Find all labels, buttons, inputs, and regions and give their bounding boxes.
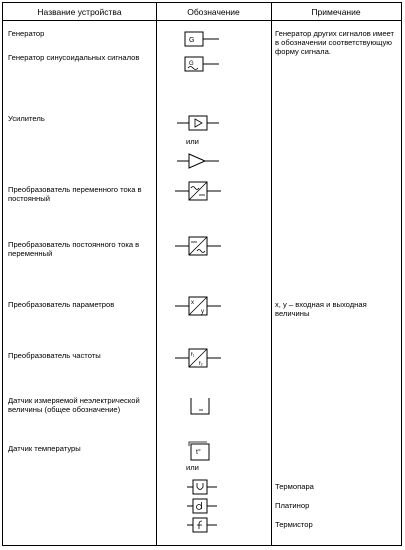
header-note: Примечание [311, 7, 361, 17]
sine-generator-icon [173, 55, 223, 75]
frequency-converter-icon [173, 347, 223, 371]
temperature-sensor-icon [173, 441, 223, 463]
column-divider [271, 3, 272, 545]
row-name-freq-converter: Преобразователь частоты [8, 351, 101, 360]
row-name-ac-dc: Преобразователь переменного тока в постоянный [8, 185, 142, 203]
temp-sensor-symbol-text: t° [196, 449, 201, 456]
ac-dc-converter-icon [173, 180, 223, 204]
or-label-amplifier: или [186, 137, 199, 146]
thermocouple-icon [173, 478, 223, 498]
amplifier-triangle-icon [173, 152, 223, 172]
note-params: x, y – входная и выходная величины [275, 300, 367, 318]
param-output-label: y [201, 309, 204, 315]
parameter-converter-icon [173, 295, 223, 319]
note-generator: Генератор других сигналов имеет в обозначении соответствующую форму сигнала. [275, 29, 395, 56]
freq-output-label: f₂ [199, 361, 203, 367]
or-label-temp: или [186, 463, 199, 472]
note-thermocouple: Термопара [275, 482, 314, 491]
row-name-param-converter: Преобразователь параметров [8, 300, 115, 309]
thermistor-icon [173, 516, 223, 536]
amplifier-box-icon [173, 114, 223, 134]
generator-symbol-text: G [189, 37, 195, 44]
header-divider [3, 20, 401, 21]
header-device-name: Название устройства [37, 7, 122, 17]
row-name-dc-ac: Преобразователь постоянного тока в переменный [8, 240, 140, 258]
generator-icon [173, 30, 223, 50]
note-platinum: Платинор [275, 501, 310, 510]
param-input-label: x [191, 300, 194, 306]
note-thermistor: Термистор [275, 520, 313, 529]
row-name-sine-generator: Генератор синусоидальных сигналов [8, 53, 140, 62]
platinum-sensor-icon [173, 497, 223, 517]
row-name-generator: Генератор [8, 29, 45, 38]
devices-table [2, 2, 402, 546]
row-name-sensor: Датчик измеряемой неэлектрической величины (общее обозначение) [8, 396, 140, 414]
header-symbol: Обозначение [187, 7, 240, 17]
row-name-temp-sensor: Датчик температуры [8, 444, 81, 453]
sine-generator-symbol-text: G [189, 61, 194, 67]
column-divider [156, 3, 157, 545]
dc-ac-converter-icon [173, 235, 223, 259]
sensor-icon [173, 395, 223, 419]
freq-input-label: f₁ [191, 352, 195, 358]
row-name-amplifier: Усилитель [8, 114, 45, 123]
